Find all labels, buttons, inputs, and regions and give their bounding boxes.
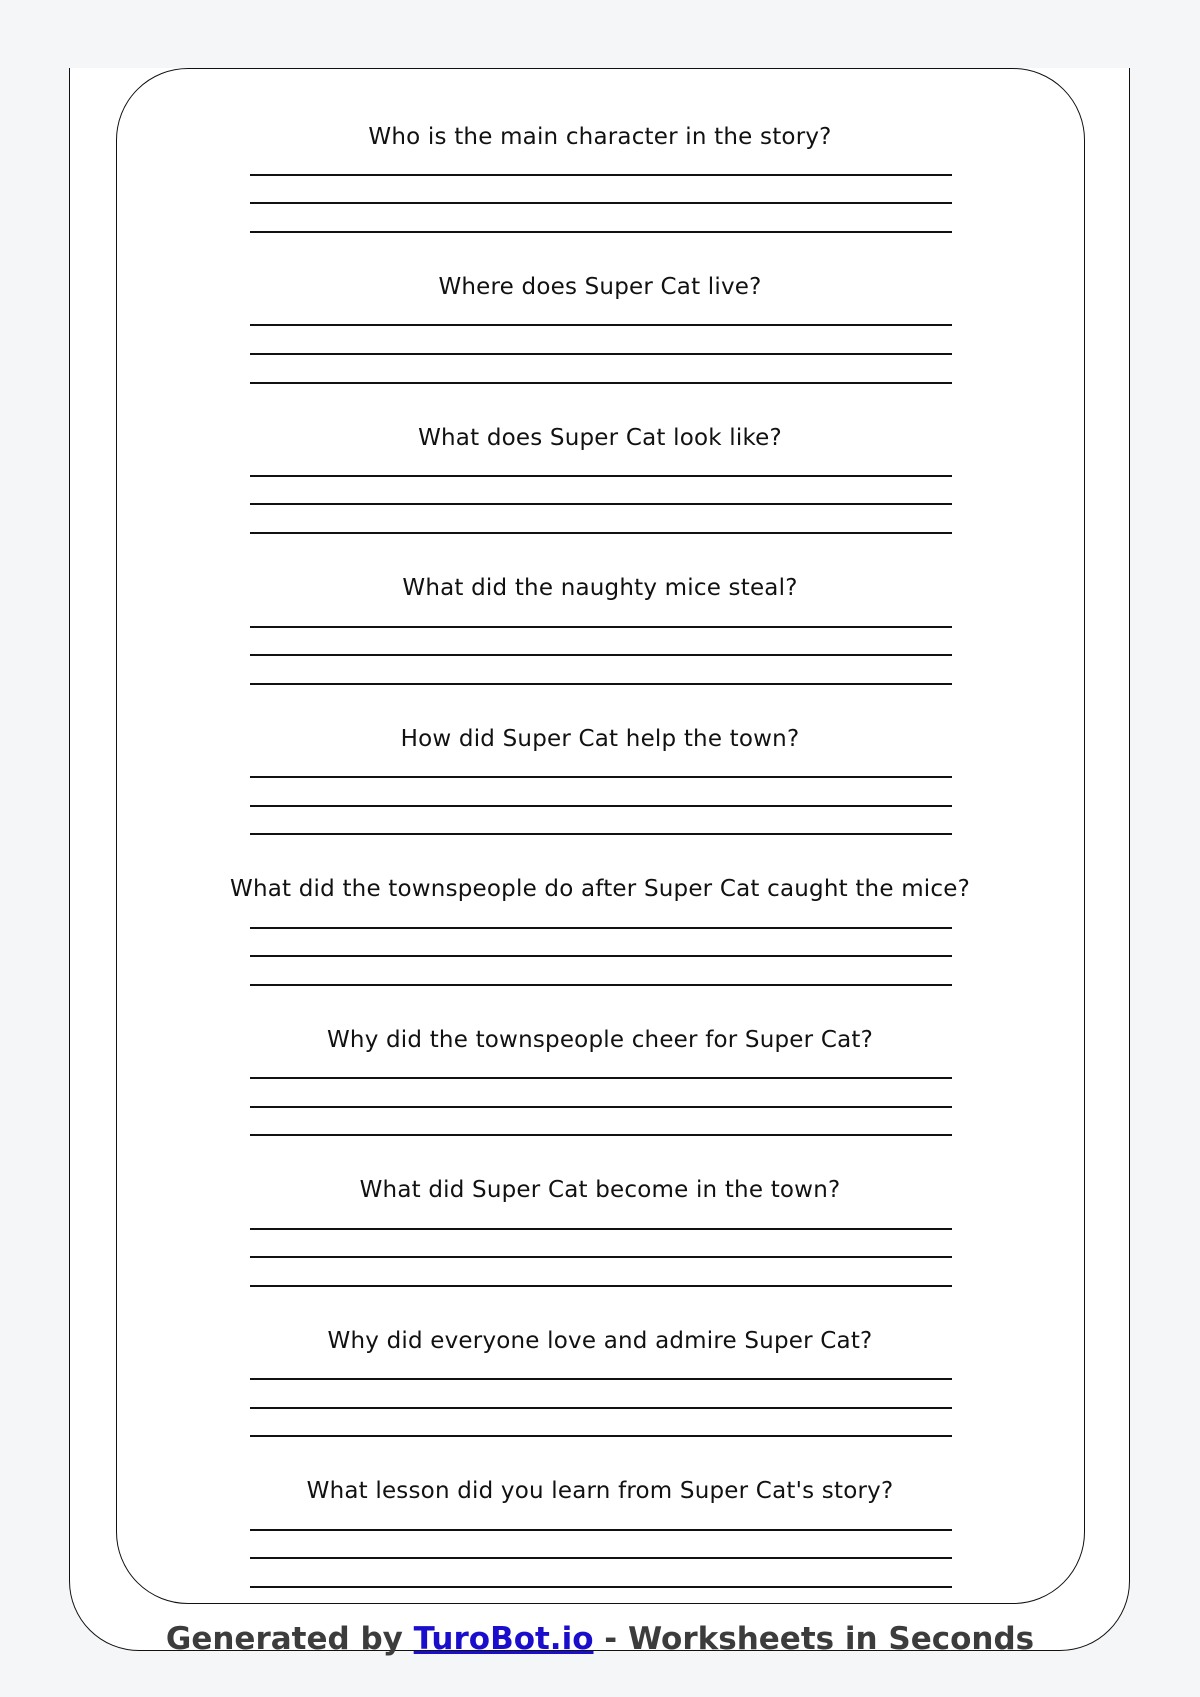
- answer-line: [250, 654, 952, 656]
- answer-line: [250, 776, 952, 778]
- question-item: [0, 1476, 1200, 1626]
- question-item: [0, 573, 1200, 723]
- answer-line: [250, 1586, 952, 1588]
- question-text: How did Super Cat help the town?: [400, 726, 800, 752]
- question-text: Where does Super Cat live?: [438, 274, 762, 300]
- question-text: What does Super Cat look like?: [418, 425, 782, 451]
- question-item: [0, 1326, 1200, 1476]
- answer-line: [250, 683, 952, 685]
- answer-line: [250, 532, 952, 534]
- answer-line: [250, 503, 952, 505]
- answer-line: [250, 927, 952, 929]
- answer-line: [250, 324, 952, 326]
- answer-line: [250, 353, 952, 355]
- answer-line: [250, 955, 952, 957]
- answer-line: [250, 1378, 952, 1380]
- answer-line: [250, 1077, 952, 1079]
- question-text: What did Super Cat become in the town?: [359, 1177, 841, 1203]
- answer-line: [250, 1435, 952, 1437]
- answer-line: [250, 202, 952, 204]
- answer-line: [250, 805, 952, 807]
- answer-line: [250, 1106, 952, 1108]
- question-text: Who is the main character in the story?: [368, 124, 832, 150]
- turobot-link[interactable]: TuroBot.io: [413, 1621, 594, 1657]
- answer-line: [250, 475, 952, 477]
- answer-line: [250, 174, 952, 176]
- question-item: [0, 423, 1200, 573]
- answer-line: [250, 1529, 952, 1531]
- footer-suffix: - Worksheets in Seconds: [593, 1621, 1035, 1657]
- question-text: Why did everyone love and admire Super Cat?: [327, 1328, 873, 1354]
- answer-line: [250, 1256, 952, 1258]
- question-text: What did the naughty mice steal?: [402, 575, 798, 601]
- question-text: What did the townspeople do after Super Cat caught the mice?: [230, 876, 970, 902]
- question-text: Why did the townspeople cheer for Super Cat?: [326, 1027, 874, 1053]
- answer-line: [250, 1557, 952, 1559]
- question-item: [0, 272, 1200, 422]
- footer-prefix: Generated by: [165, 1621, 414, 1657]
- question-text: What lesson did you learn from Super Cat's story?: [306, 1478, 894, 1504]
- question-item: [0, 724, 1200, 874]
- answer-line: [250, 382, 952, 384]
- answer-line: [250, 231, 952, 233]
- answer-line: [250, 1228, 952, 1230]
- question-item: [0, 122, 1200, 272]
- answer-line: [250, 833, 952, 835]
- question-item: [0, 1175, 1200, 1325]
- footer-credit: [0, 1620, 1200, 1658]
- answer-line: [250, 1407, 952, 1409]
- question-item: [0, 874, 1200, 1024]
- question-item: [0, 1025, 1200, 1175]
- answer-line: [250, 626, 952, 628]
- answer-line: [250, 1285, 952, 1287]
- answer-line: [250, 984, 952, 986]
- answer-line: [250, 1134, 952, 1136]
